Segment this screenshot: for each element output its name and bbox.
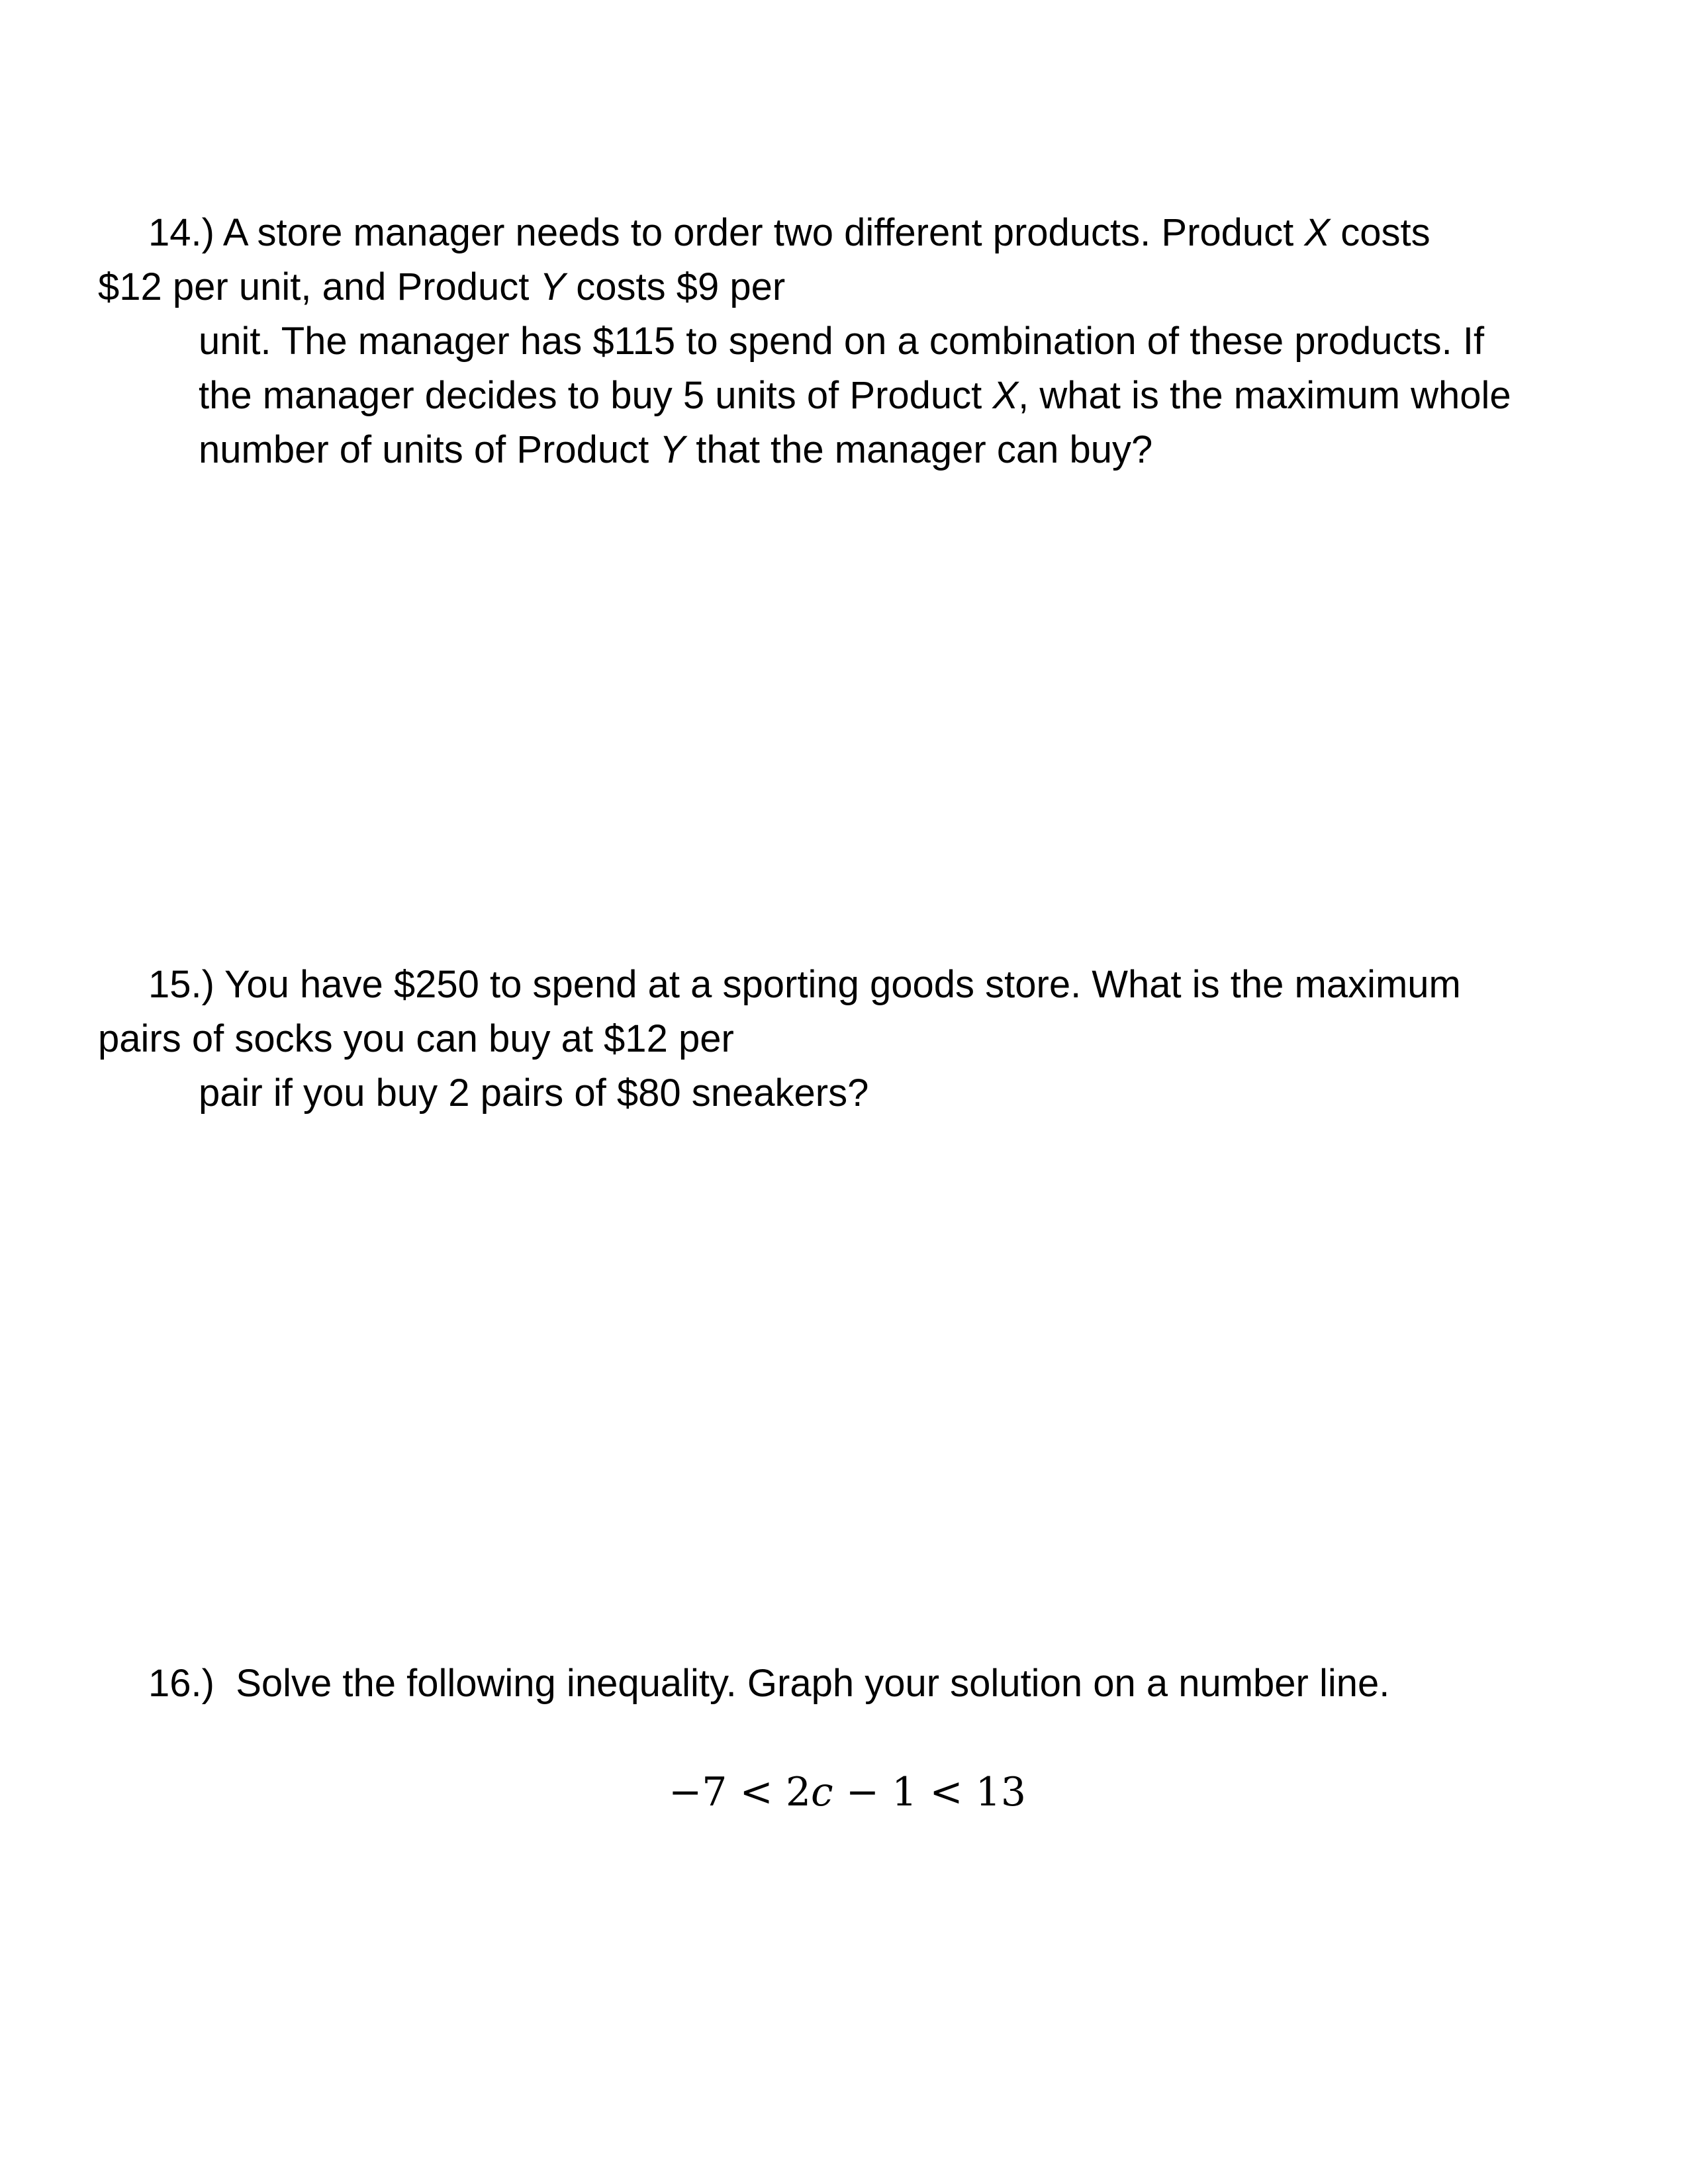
question-16-number: 16.): [148, 1662, 214, 1705]
question-14-line-5: number of units of Product Y that the manager can buy?: [199, 428, 1153, 471]
question-14-line-1: 14.) A store manager needs to order two different products. Product X costs: [148, 211, 1430, 254]
question-15-line-2: pairs of socks you can buy at $12 per: [98, 1017, 734, 1060]
question-16-line-1: 16.) Solve the following inequality. Graph your solution on a number line.: [148, 1662, 1390, 1705]
question-14-line-4: the manager decides to buy 5 units of Product X, what is the maximum whole: [199, 374, 1511, 417]
question-15-line-3: pair if you buy 2 pairs of $80 sneakers?: [199, 1071, 869, 1115]
question-14-number: 14.): [148, 211, 214, 254]
question-15-line-1: 15.) You have $250 to spend at a sporting goods store. What is the maximum: [148, 963, 1461, 1006]
question-14-line-3: unit. The manager has $115 to spend on a combination of these products. If: [199, 320, 1485, 363]
question-14-line-2: $12 per unit, and Product Y costs $9 per: [98, 265, 786, 308]
question-15-number: 15.): [148, 963, 214, 1006]
inequality-expression: −7 < 2c − 1 < 13: [669, 1769, 1027, 1815]
